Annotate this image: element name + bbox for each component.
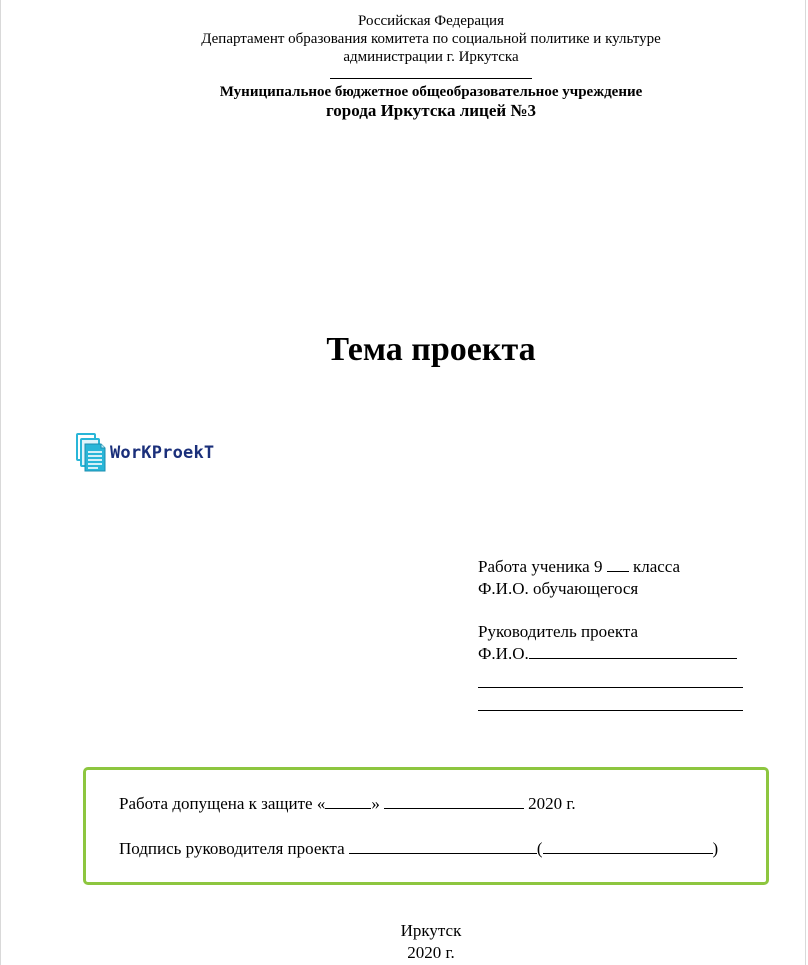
admission-box xyxy=(83,767,769,885)
supervisor-name-label: Ф.И.О. xyxy=(478,644,529,663)
work-class-line xyxy=(478,556,748,578)
city: Иркутск xyxy=(400,921,462,940)
signature-name-blank xyxy=(543,838,713,854)
paren-close: ) xyxy=(712,839,719,858)
document-footer xyxy=(0,920,808,964)
blank-line xyxy=(478,665,743,688)
year: 2020 г. xyxy=(407,943,455,962)
signature-blank xyxy=(349,838,537,854)
work-prefix: Работа ученика 9 xyxy=(478,557,603,576)
admitted-year: 2020 г. xyxy=(528,794,576,813)
header-divider xyxy=(330,66,532,79)
department-line-1: Департамент образования комитета по социальной политике и культуре xyxy=(201,31,661,47)
supervisor-label: Руководитель проекта xyxy=(478,622,639,641)
country-line: Российская Федерация xyxy=(358,13,504,29)
workproekt-logo xyxy=(76,432,214,474)
month-blank xyxy=(384,793,524,809)
school-line-1: Муниципальное бюджетное общеобразовательное учреждение xyxy=(219,84,643,100)
signature-line xyxy=(119,838,718,860)
supervisor-name-blank xyxy=(529,643,737,659)
documents-icon xyxy=(76,433,106,473)
supervisor-name-line xyxy=(478,643,748,665)
admission-date-line xyxy=(119,793,576,815)
project-title: Тема проекта xyxy=(326,331,536,368)
signature-label: Подпись руководителя проекта xyxy=(119,839,345,858)
department-line-2: администрации г. Иркутска xyxy=(343,49,519,65)
admitted-prefix: Работа допущена к защите « xyxy=(119,794,326,813)
quote-close: » xyxy=(371,794,380,813)
logo-text: WorKProekT xyxy=(110,443,215,463)
class-blank xyxy=(607,556,629,572)
student-name-label: Ф.И.О. обучающегося xyxy=(478,579,639,598)
student-info-block xyxy=(478,556,748,711)
school-line-2: города Иркутска лицей №3 xyxy=(325,101,537,120)
blank-line xyxy=(478,688,743,711)
day-blank xyxy=(325,793,371,809)
paren-open: ( xyxy=(536,839,543,858)
work-suffix: класса xyxy=(632,557,681,576)
document-header xyxy=(0,12,808,121)
